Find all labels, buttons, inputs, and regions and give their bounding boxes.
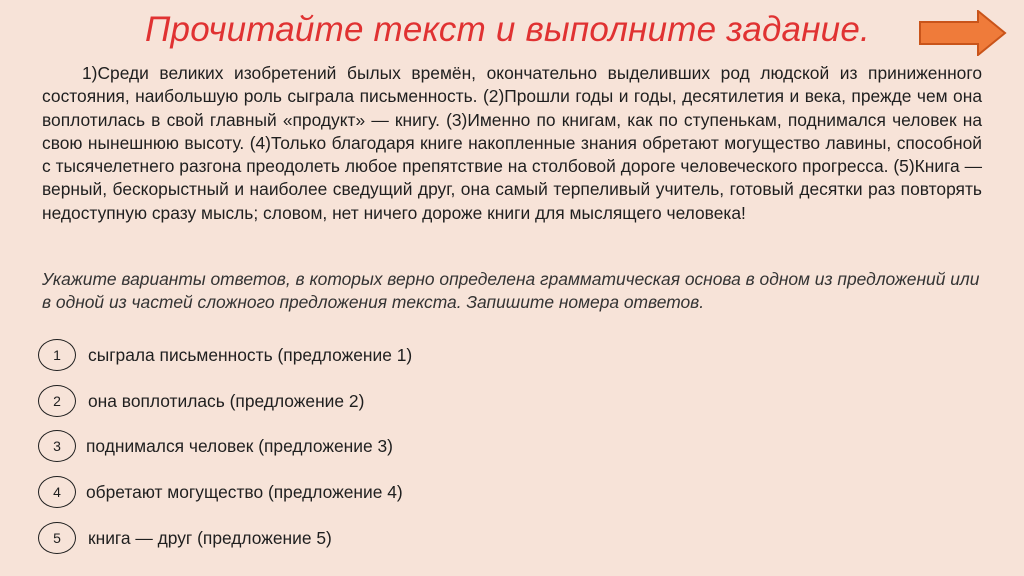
option-label: обретают могущество (предложение 4) bbox=[86, 481, 403, 502]
option-number-circle[interactable]: 5 bbox=[38, 522, 76, 554]
next-slide-button[interactable] bbox=[918, 10, 1008, 56]
option-label: сыграла письменность (предложение 1) bbox=[88, 344, 413, 365]
option-label: она воплотилась (предложение 2) bbox=[88, 390, 365, 411]
task-instruction: Укажите варианты ответов, в которых верно определена грамматическая основа в одном из предложений или в одной из частей сложного предложения текста. Запишите номера ответов. bbox=[42, 269, 980, 313]
answer-option-3[interactable] bbox=[38, 429, 393, 463]
option-number-circle[interactable]: 1 bbox=[38, 339, 76, 371]
option-number-circle[interactable]: 4 bbox=[38, 476, 76, 508]
answer-option-1[interactable] bbox=[38, 338, 412, 372]
answer-option-4[interactable] bbox=[38, 475, 403, 509]
option-number-circle[interactable]: 2 bbox=[38, 385, 76, 417]
option-label: поднимался человек (предложение 3) bbox=[86, 435, 393, 456]
answer-option-5[interactable] bbox=[38, 521, 332, 555]
answer-option-2[interactable] bbox=[38, 384, 364, 418]
option-label: книга — друг (предложение 5) bbox=[88, 527, 332, 548]
option-number-circle[interactable]: 3 bbox=[38, 430, 76, 462]
reading-passage: 1)Среди великих изобретений былых времён, окончательно выделивших род людской из приниженного состояния, наибольшую роль сыграла письменность. (2)Прошли годы и годы, десятилетия и века, прежде чем она воплотилась в свой главный «продукт» — книгу. (3)Именно по книгам, как по ступенькам, поднимался человек на свою нынешнюю высоту. (4)Только благодаря книге накопленные знания обретают могущество лавины, способной с тысячелетнего разгона преодолеть любое препятствие на столбовой дороге человеческого прогресса. (5)Книга — верный, бескорыстный и наиболее сведущий друг, она самый терпеливый учитель, готовый десятки раз повторять недоступную сразу мысль; словом, нет ничего дороже книги для мыслящего человека! bbox=[42, 63, 982, 223]
right-arrow-icon bbox=[918, 10, 1008, 56]
slide-title: Прочитайте текст и выполните задание. bbox=[145, 10, 870, 49]
